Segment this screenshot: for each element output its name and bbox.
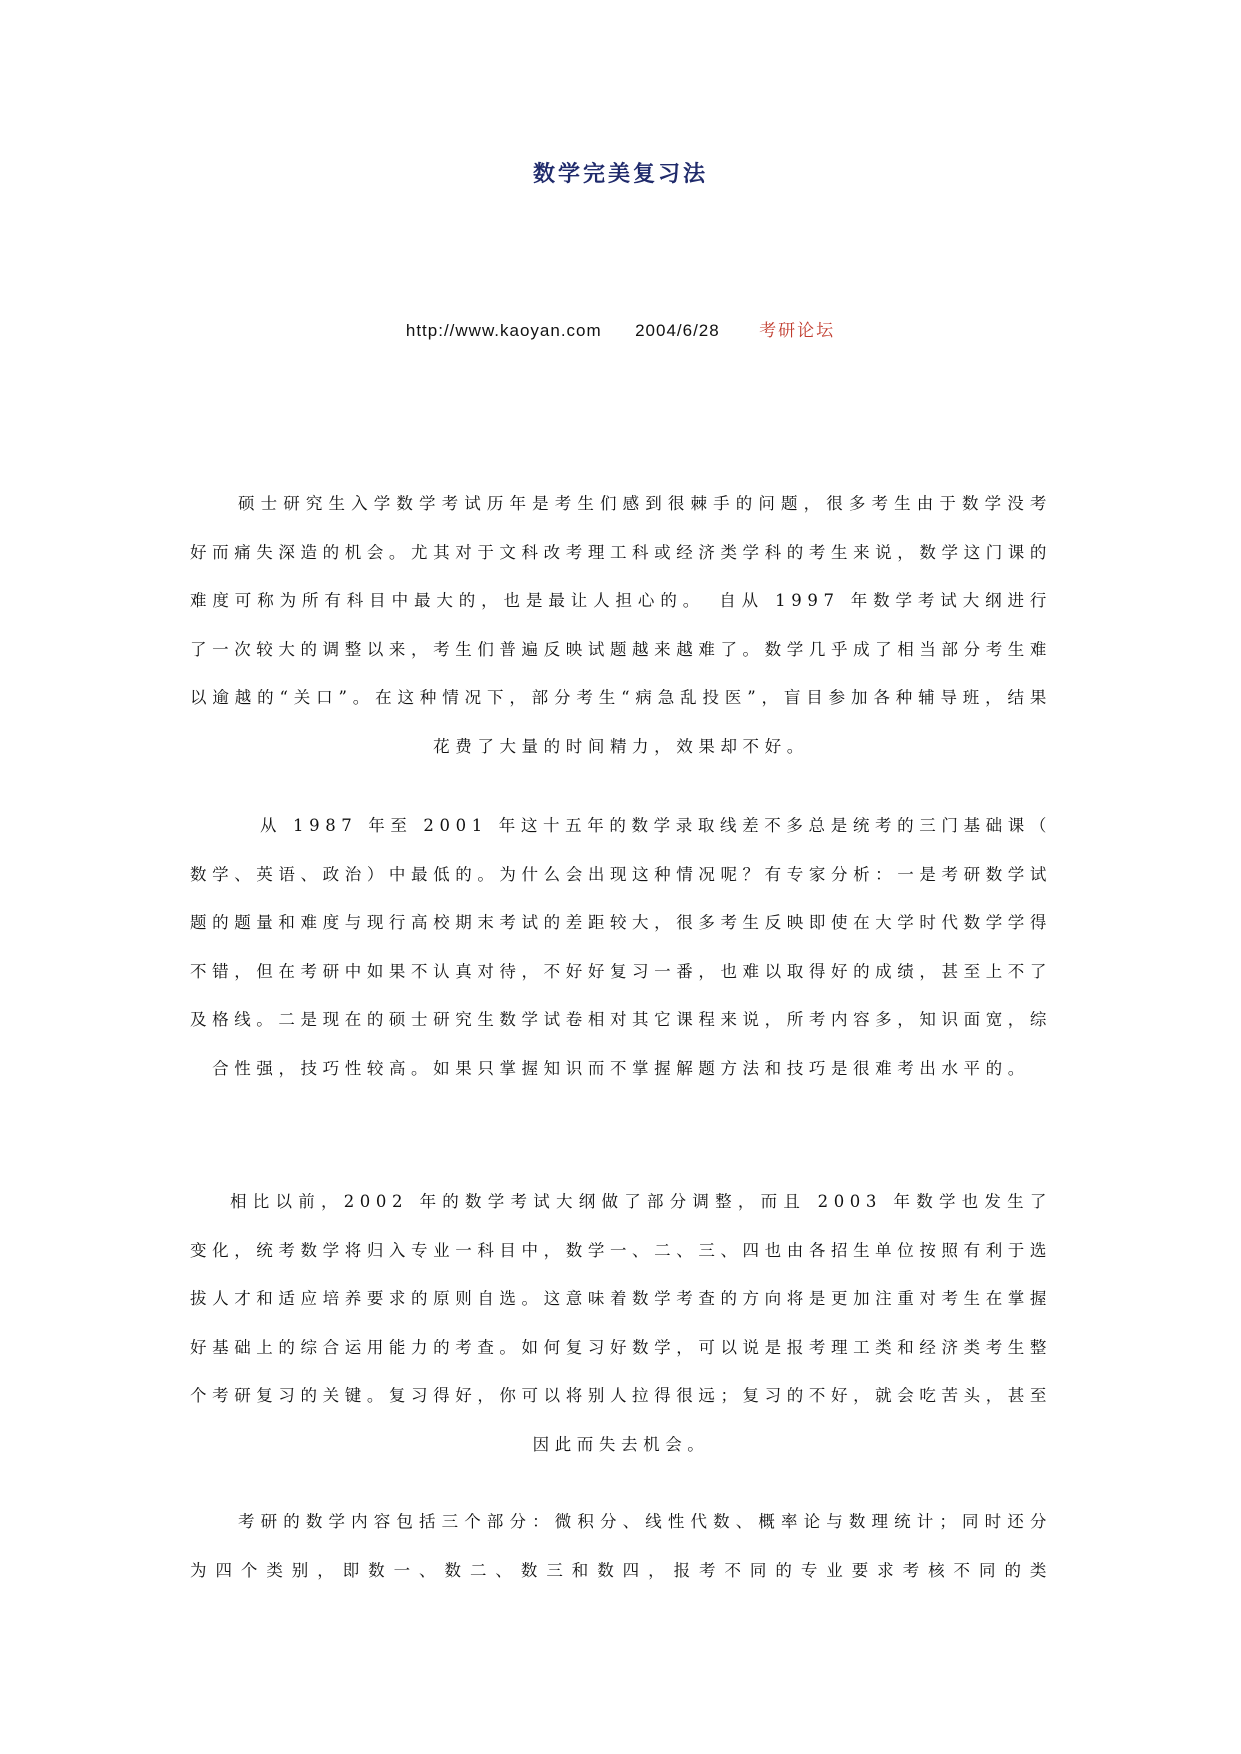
paragraph-4: 考研的数学内容包括三个部分：微积分、线性代数、概率论与数理统计；同时还分为四个类别，即数一、数二、数三和数四，报考不同的专业要求考核不同的类	[190, 1512, 1052, 1580]
article-meta	[0, 316, 1241, 341]
source-url[interactable]: http://www.kaoyan.com	[405, 321, 602, 340]
publish-date: 2004/6/28	[635, 321, 720, 340]
paragraph-3: 相比以前，2002 年的数学考试大纲做了部分调整，而且 2003 年数学也发生了变化，统考数学将归入专业一科目中，数学一、二、三、四也由各招生单位按照有利于选拔人才和适应培养要求的原则自选。这意味着数学考查的方向将是更加注重对考生在掌握好基础上的综合运用能力的考查。如何复习好数学，可以说是报考理工类和经济类考生整个考研复习的关键。复习得好，你可以将别人拉得很远；复习的不好，就会吃苦头，甚至因此而失去机会。	[190, 1192, 1052, 1454]
paragraph-2: 从 1987 年至 2001 年这十五年的数学录取线差不多总是统考的三门基础课（ 数学、英语、政治）中最低的。为什么会出现这种情况呢？有专家分析：一是考研数学试题的题量和难度与现行高校期末考试的差距较大，很多考生反映即使在大学时代数学学得不错，但在考研中如果不认真对待，不好好复习一番，也难以取得好的成绩，甚至上不了及格线。二是现在的硕士研究生数学试卷相对其它课程来说，所考内容多，知识面宽，综合性强，技巧性较高。如果只掌握知识而不掌握解题方法和技巧是很难考出水平的。	[190, 816, 1075, 1078]
page-title: 数学完美复习法	[532, 162, 708, 187]
paragraph-1: 硕士研究生入学数学考试历年是考生们感到很棘手的问题，很多考生由于数学没考好而痛失深造的机会。尤其对于文科改考理工科或经济类学科的考生来说，数学这门课的难度可称为所有科目中最大的，也是最让人担心的。 自从 1997 年数学考试大纲进行了一次较大的调整以来，考生们普遍反映试题越来越难了。数学几乎成了相当部分考生难以逾越的“关口”。在这种情况下，部分考生“病急乱投医”，盲目参加各种辅导班，结果花费了大量的时间精力，效果却不好。	[190, 494, 1052, 756]
source-forum-link[interactable]: 考研论坛	[759, 321, 836, 341]
